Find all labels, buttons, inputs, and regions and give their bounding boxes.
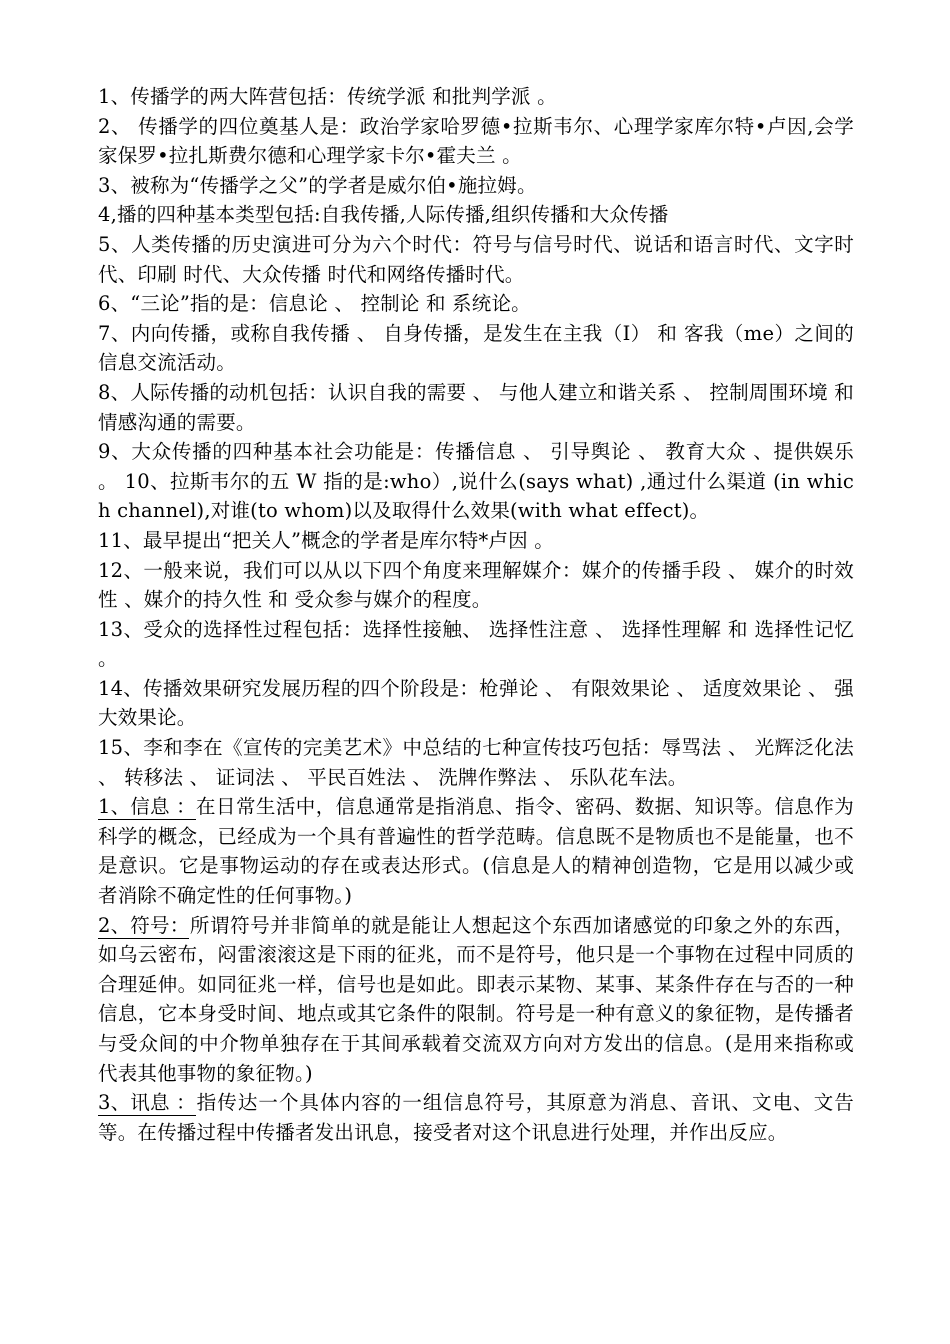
paragraph-5: 5、人类传播的历史演进可分为六个时代：符号与信号时代、说话和语言时代、文字时代、印刷 时代、大众传播 时代和网络传播时代。	[98, 232, 854, 286]
paragraph-13: 13、受众的选择性过程包括：选择性接触、 选择性注意 、 选择性理解 和 选择性记忆 。	[98, 617, 854, 671]
paragraph-6: 6、“三论”指的是：信息论 、 控制论 和 系统论。	[98, 292, 531, 316]
paragraph-11: 11、最早提出“把关人”概念的学者是库尔特*卢因 。	[98, 528, 554, 552]
definition-term: 1、信息 ：	[98, 795, 196, 819]
paragraph-9-10: 9、大众传播的四种基本社会功能是：传播信息 、 引导舆论 、 教育大众 、提供娱乐 。 10、拉斯韦尔的五 W 指的是:who）,说什么(says what) ,通过什么渠道 (in which channel),对谁(to whom)以及取得什么效果(with what effect)。	[98, 440, 854, 523]
document-page	[98, 82, 854, 1147]
definition-information	[98, 792, 854, 910]
definition-message	[98, 1088, 854, 1147]
paragraph-7: 7、内向传播，或称自我传播 、 自身传播，是发生在主我（I） 和 客我（me）之间的信息交流活动。	[98, 321, 854, 375]
paragraph-3: 3、被称为“传播学之父”的学者是威尔伯•施拉姆。	[98, 173, 537, 197]
definition-term: 2、符号：	[98, 913, 190, 937]
paragraph-8: 8、人际传播的动机包括：认识自我的需要 、 与他人建立和谐关系 、 控制周围环境 和情感沟通的需要。	[98, 380, 854, 434]
definition-text: 指传达一个具体内容的一组信息符号，其原意为消息、音讯、文电、文告等。在传播过程中传播者发出讯息，接受者对这个讯息进行处理，并作出反应。	[98, 1091, 854, 1144]
paragraph-2: 2、 传播学的四位奠基人是：政治学家哈罗德•拉斯韦尔、心理学家库尔特•卢因,会学家保罗•拉扎斯费尔德和心理学家卡尔•霍夫兰 。	[98, 114, 854, 168]
paragraph-15: 15、李和李在《宣传的完美艺术》中总结的七种宣传技巧包括：辱骂法 、 光辉泛化法 、 转移法 、 证词法 、 平民百姓法 、 洗牌作弊法 、 乐队花车法。	[98, 736, 854, 789]
definition-text: 所谓符号并非简单的就是能让人想起这个东西加诸感觉的印象之外的东西，如乌云密布，闷雷滚滚这是下雨的征兆，而不是符号，他只是一个事物在过程中同质的合理延伸。如同征兆一样，信号也是如此。即表示某物、某事、某条件存在与否的一种信息，它本身受时间、地点或其它条件的限制。符号是一种有意义的象征物，是传播者与受众间的中介物单独存在于其间承载着交流双方向对方发出的信息。(是用来指称或代表其他事物的象征物。)	[98, 913, 854, 1085]
definition-symbol	[98, 911, 854, 1089]
paragraph-12: 12、一般来说，我们可以从以下四个角度来理解媒介：媒介的传播手段 、 媒介的时效性 、媒介的持久性 和 受众参与媒介的程度。	[98, 558, 854, 612]
paragraph-14: 14、传播效果研究发展历程的四个阶段是：枪弹论 、 有限效果论 、 适度效果论 、 强大效果论。	[98, 676, 854, 730]
definition-term: 3、讯息 ：	[98, 1091, 196, 1115]
definition-text: 在日常生活中，信息通常是指消息、指令、密码、数据、知识等。信息作为科学的概念，已经成为一个具有普遍性的哲学范畴。信息既不是物质也不是能量，也不是意识。它是事物运动的存在或表达形式。(信息是人的精神创造物，它是用以减少或者消除不确定性的任何事物。)	[98, 795, 854, 908]
paragraph-4: 4,播的四种基本类型包括:自我传播,人际传播,组织传播和大众传播	[98, 203, 669, 227]
paragraph-1: 1、传播学的两大阵营包括：传统学派 和批判学派 。	[98, 85, 557, 108]
